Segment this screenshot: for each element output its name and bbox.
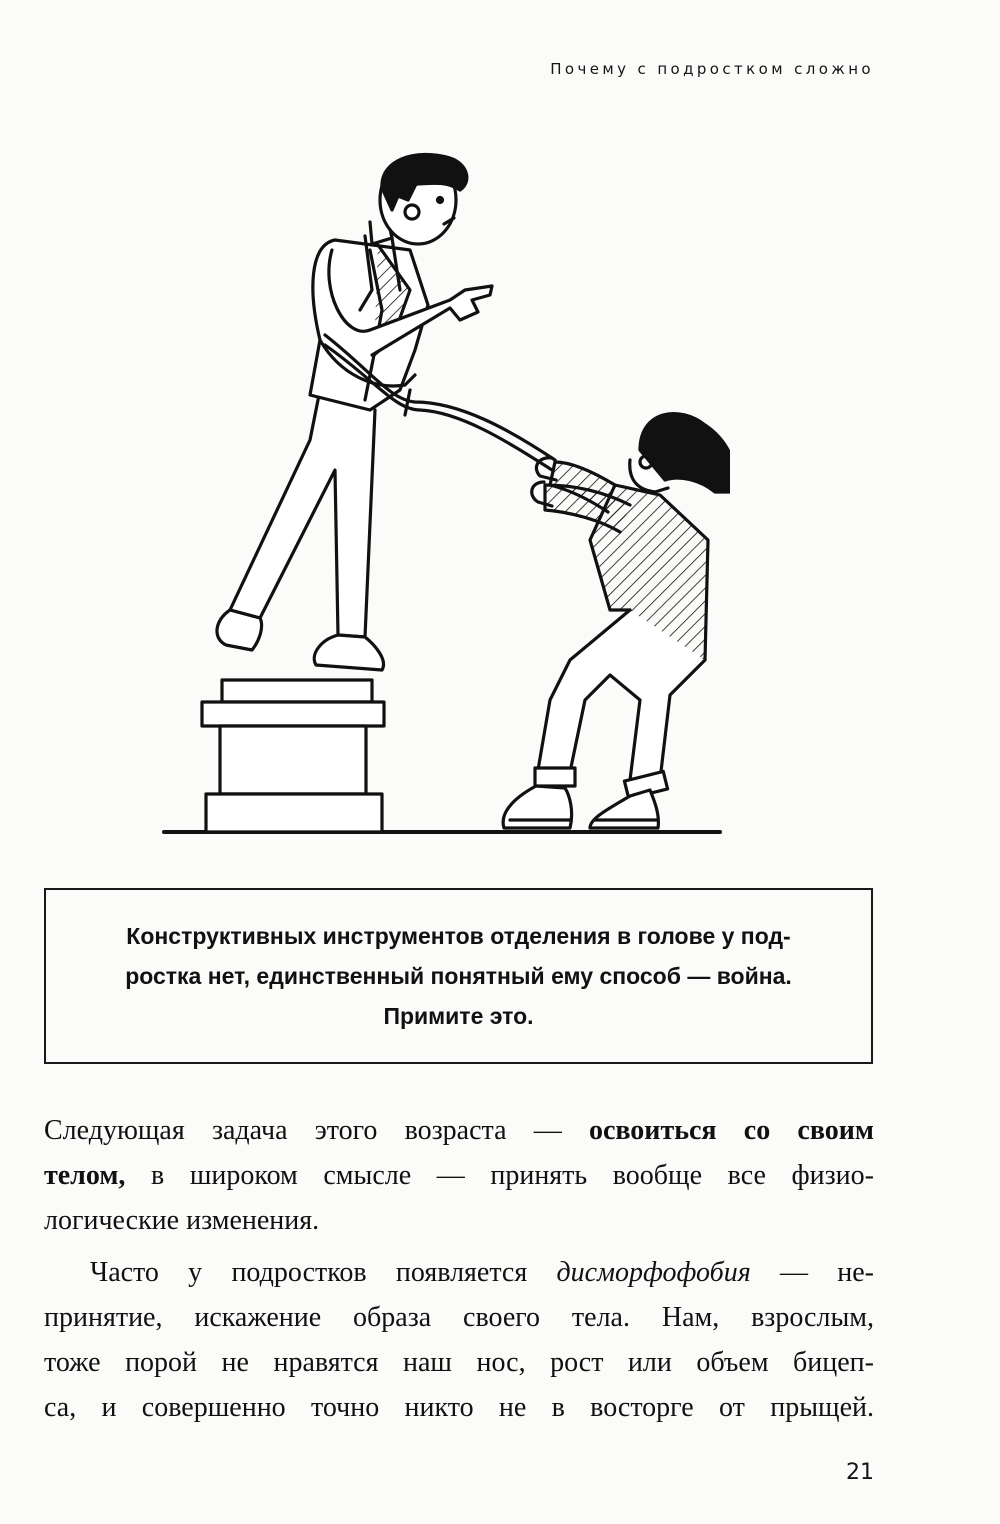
page-number: 21 <box>846 1460 874 1485</box>
running-head: Почему с подростком сложно <box>550 60 874 78</box>
text-line: логические изменения. <box>44 1205 320 1236</box>
paragraph-1 <box>44 1108 874 1243</box>
illustration-parent-teen-tug <box>160 140 730 840</box>
text-line: тоже порой не нравятся наш нос, рост или объем бицеп- <box>44 1347 874 1378</box>
adult-figure <box>217 155 492 670</box>
paragraph-2 <box>44 1250 874 1430</box>
callout-line-1: Конструктивных инструментов отделения в голове у под- <box>126 923 791 949</box>
text-line <box>44 1108 874 1153</box>
pedestal <box>202 680 384 832</box>
text-run: Следующая задача этого возраста — <box>44 1115 589 1146</box>
text-run: в широком смысле — принять вообще все физио- <box>125 1160 874 1191</box>
callout-line-3: Примите это. <box>383 1003 534 1029</box>
italic-term: дисморфофобия <box>556 1257 751 1288</box>
text-line <box>44 1250 874 1295</box>
text-run: Часто у подростков появляется <box>90 1257 557 1288</box>
teen-figure <box>503 414 730 828</box>
text-line: принятие, искажение образа своего тела. Нам, взрослым, <box>44 1302 874 1333</box>
callout-line-2: ростка нет, единственный понятный ему способ — война. <box>125 963 792 989</box>
text-run: — не- <box>750 1257 874 1288</box>
text-line <box>44 1153 874 1198</box>
callout-box <box>44 888 873 1064</box>
bold-text: освоиться со своим <box>588 1115 874 1146</box>
body-text <box>44 1108 874 1430</box>
bold-text: телом, <box>44 1160 126 1191</box>
text-line: са, и совершенно точно никто не в восторге от прыщей. <box>44 1392 874 1423</box>
